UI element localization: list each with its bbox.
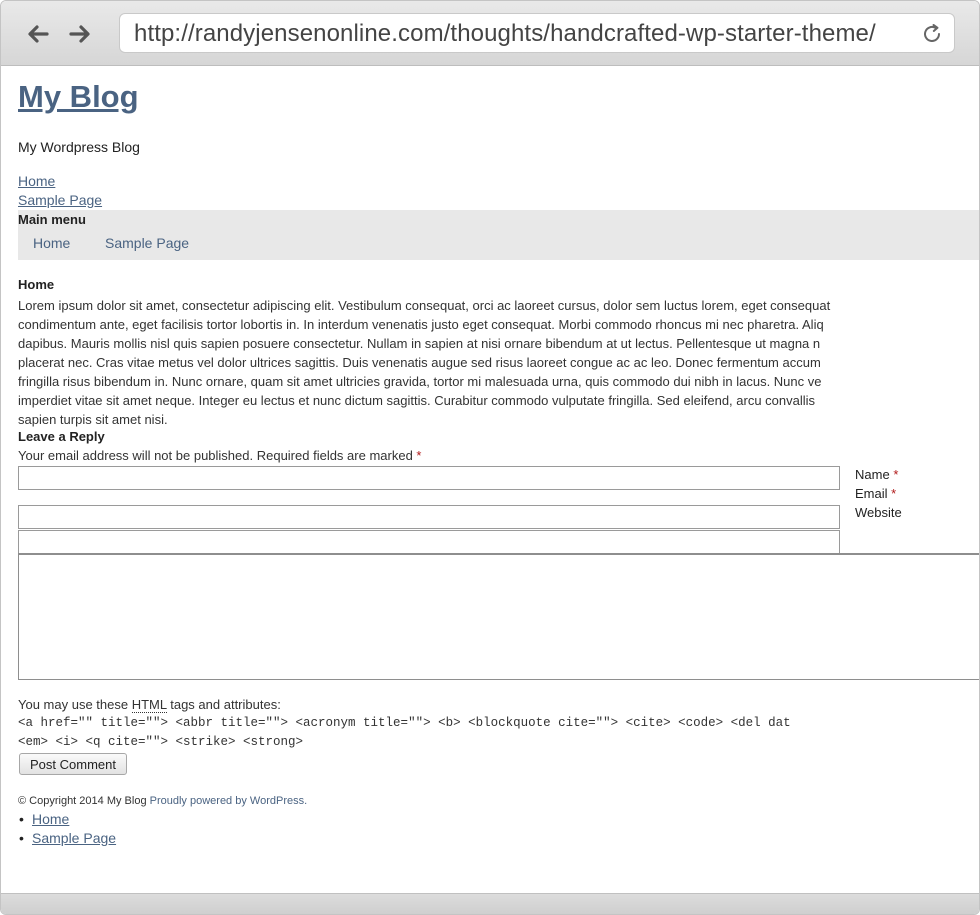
required-note: [18, 448, 421, 463]
menu-item-sample-page[interactable]: Sample Page: [105, 235, 190, 251]
reply-heading: Leave a Reply: [18, 429, 105, 444]
powered-by-link[interactable]: Proudly powered by WordPress.: [149, 795, 308, 807]
post-body: [18, 296, 979, 429]
post-line: placerat nec. Cras vitae metus vel dolor ultrices sagittis. Duis venenatis augue sed risus laoreet congue ac ac leo. Donec fermentum accum: [18, 355, 821, 370]
email-required-star: *: [891, 486, 897, 501]
email-label: [855, 486, 896, 501]
name-label-text: Name: [855, 467, 890, 482]
required-note-text: Your email address will not be published. Required fields are marked: [18, 448, 413, 463]
allowed-tags-note: [18, 697, 281, 712]
name-input[interactable]: [18, 466, 840, 490]
name-label: [855, 467, 898, 482]
post-line: imperdiet vitae sit amet neque. Integer eu lectus et nunc dictum sagittis. Curabitur commodo vulputate fringilla. Sed eleifend, arcu convallis: [18, 393, 816, 408]
post-title: Home: [18, 277, 55, 292]
menu-item-home[interactable]: Home: [33, 235, 71, 251]
browser-bottom-bar: [1, 893, 979, 914]
back-button[interactable]: [23, 19, 53, 49]
allowed-tags-line-1: <a href="" title=""> <abbr title=""> <acronym title=""> <b> <blockquote cite=""> <cite> <code> <del dat: [18, 716, 791, 730]
post-line: fringilla risus bibendum in. Nunc ornare, quam sit amet ultricies gravida, tortor mi malesuada urna, quis commodo dui nibh in lacus. Nunc ve: [18, 374, 822, 389]
footer-link-item: [19, 811, 70, 827]
website-label: [855, 505, 902, 520]
post-line: sapien turpis sit amet nisi.: [18, 412, 168, 427]
main-menu-title: Main menu: [18, 212, 86, 227]
top-link-sample-page[interactable]: Sample Page: [18, 192, 103, 208]
tags-note-before: You may use these: [18, 697, 132, 712]
main-menu: [18, 210, 979, 260]
name-required-star: *: [893, 467, 899, 482]
forward-button[interactable]: [65, 19, 95, 49]
bullet-dot: •: [19, 811, 24, 827]
address-bar[interactable]: [119, 13, 955, 53]
footer-link-home[interactable]: Home: [32, 811, 70, 827]
back-arrow-icon: [25, 21, 51, 47]
copyright-line: [18, 795, 307, 807]
site-title-link[interactable]: My Blog: [18, 79, 139, 114]
website-label-text: Website: [855, 505, 902, 520]
top-link-home[interactable]: Home: [18, 173, 56, 189]
comment-textarea[interactable]: [18, 553, 979, 680]
post-line: dapibus. Mauris mollis nisl quis sapien posuere consectetur. Nullam in sapien at nisi ornare bibendum at ut lectus. Pellentesque ut magna n: [18, 336, 821, 351]
allowed-tags-line-2: <em> <i> <q cite=""> <strike> <strong>: [18, 735, 304, 749]
footer-link-item: [19, 830, 117, 846]
reload-icon[interactable]: [920, 22, 944, 46]
website-input[interactable]: [18, 530, 840, 554]
email-input[interactable]: [18, 505, 840, 529]
site-tagline: My Wordpress Blog: [18, 139, 140, 155]
tags-note-after: tags and attributes:: [166, 697, 281, 712]
post-line: Lorem ipsum dolor sit amet, consectetur adipiscing elit. Vestibulum consequat, orci ac laoreet cursus, dolor sem luctus lorem, eget consequat: [18, 298, 831, 313]
post-line: condimentum ante, eget facilisis tortor lobortis in. In interdum venenatis justo eget consequat. Morbi commodo rhoncus mi nec pharetra. Aliq: [18, 317, 824, 332]
url-text[interactable]: http://randyjensenonline.com/thoughts/handcrafted-wp-starter-theme/: [134, 20, 876, 47]
browser-toolbar: [1, 1, 979, 66]
email-label-text: Email: [855, 486, 888, 501]
copyright-text: © Copyright 2014 My Blog: [18, 795, 147, 807]
html-abbr: HTML: [131, 697, 167, 712]
post-comment-button[interactable]: Post Comment: [19, 753, 127, 775]
bullet-dot: •: [19, 830, 24, 846]
forward-arrow-icon: [67, 21, 93, 47]
web-page: [18, 65, 979, 893]
required-star: *: [416, 448, 422, 463]
footer-link-sample-page[interactable]: Sample Page: [32, 830, 117, 846]
